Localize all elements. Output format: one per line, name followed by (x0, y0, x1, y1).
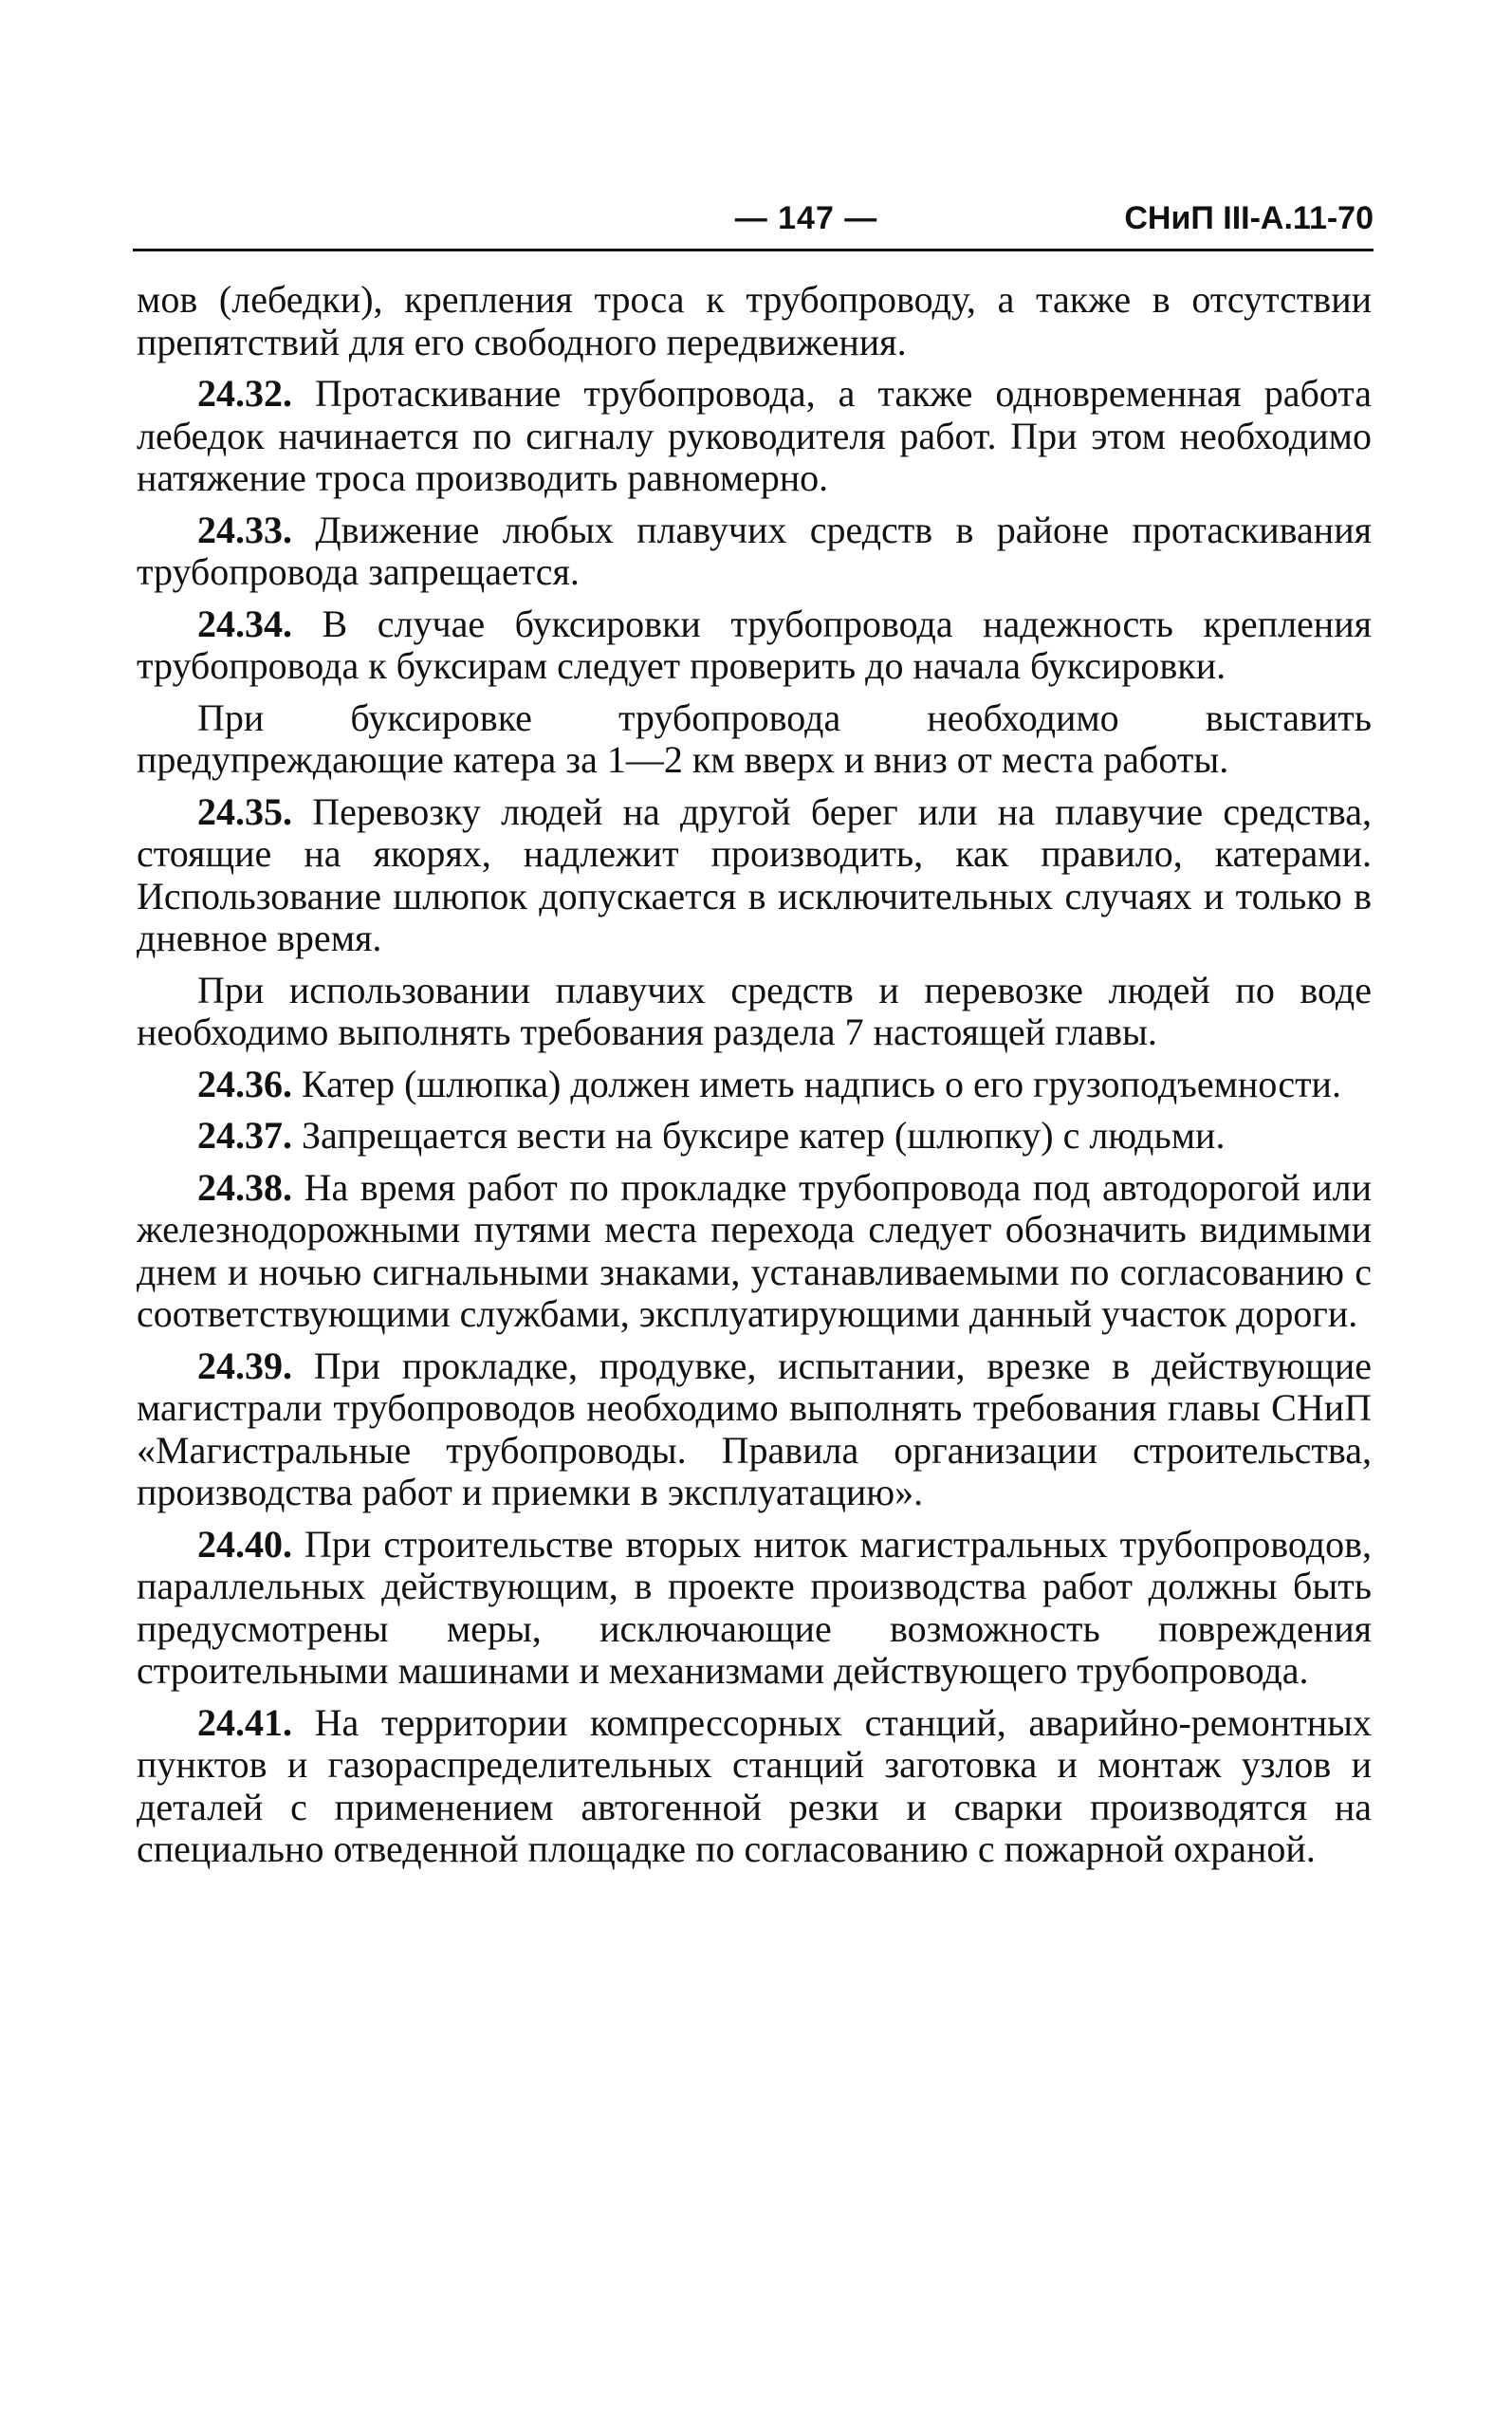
paragraph (137, 1524, 1372, 1693)
paragraph-text: Запрещается вести на буксире катер (шлюпку) с людьми. (292, 1114, 1226, 1157)
paragraph-text: На территории компрессорных станций, аварийно-ремонтных пунктов и газораспределительных станций заготовка и монтаж узлов и деталей с применением автогенной резки и сварки производятся на специально отведенной площадке по согласованию с пожарной охраной. (137, 1700, 1372, 1870)
clause-number: 24.33. (197, 508, 292, 551)
paragraph-text: Катер (шлюпка) должен иметь надпись о его грузоподъемности. (292, 1062, 1341, 1105)
clause-number: 24.37. (197, 1114, 292, 1157)
clause-number: 24.35. (197, 789, 292, 833)
clause-number: 24.36. (197, 1062, 292, 1105)
paragraph (137, 1345, 1372, 1514)
paragraph (137, 373, 1372, 500)
paragraph (137, 1064, 1372, 1106)
paragraph (137, 1702, 1372, 1871)
paragraph (137, 1167, 1372, 1336)
paragraph (137, 1115, 1372, 1158)
paragraph-text: В случае буксировки трубопровода надежность крепления трубопровода к буксирам следует проверить до начала буксировки. (137, 602, 1372, 687)
header-rule (133, 249, 1374, 251)
paragraph-text: Движение любых плавучих средств в районе протаскивания трубопровода запрещается. (137, 508, 1372, 593)
clause-number: 24.39. (197, 1344, 292, 1387)
paragraph-text: При использовании плавучих средств и перевозке людей по воде необходимо выполнять требования раздела 7 настоящей главы. (137, 968, 1372, 1053)
paragraph (137, 791, 1372, 960)
paragraph (137, 279, 1372, 363)
document-code: СНиП III-А.11-70 (1124, 200, 1374, 236)
clause-number: 24.40. (197, 1522, 292, 1566)
paragraph (137, 510, 1372, 594)
paragraph-text: мов (лебедки), крепления троса к трубопроводу, а также в отсутствии препятствий для его свободного передвижения. (137, 278, 1372, 363)
clause-number: 24.32. (197, 372, 292, 415)
document-body (137, 279, 1372, 1881)
page-number: — 147 — (734, 200, 878, 236)
paragraph-text: Протаскивание трубопровода, а также одновременная работа лебедок начинается по сигналу руководителя работ. При этом необходимо натяжение троса производить равномерно. (137, 372, 1372, 499)
paragraph (137, 603, 1372, 688)
clause-number: 24.38. (197, 1165, 292, 1209)
paragraph (137, 970, 1372, 1054)
clause-number: 24.41. (197, 1700, 292, 1744)
clause-number: 24.34. (197, 602, 292, 645)
paragraph-text: При прокладке, продувке, испытании, врезке в действующие магистрали трубопроводов необходимо выполнять требования главы СНиП «Магистральные трубопроводы. Правила организации строительства, производства работ и приемки в эксплуатацию». (137, 1344, 1372, 1513)
paragraph-text: Перевозку людей на другой берег или на плавучие средства, стоящие на якорях, надлежит производить, как правило, катерами. Использование шлюпок допускается в исключительных случаях и только в дневное время. (137, 789, 1372, 959)
paragraph-text: На время работ по прокладке трубопровода под автодорогой или железнодорожными путями места перехода следует обозначить видимыми днем и ночью сигнальными знаками, устанавливаемыми по согласованию с соответствующими службами, эксплуатирующими данный участок дороги. (137, 1165, 1372, 1335)
paragraph-text: При буксировке трубопровода необходимо выставить предупреждающие катера за 1—2 км вверх и вниз от места работы. (137, 695, 1372, 781)
page-header (133, 197, 1374, 250)
paragraph (137, 697, 1372, 782)
paragraph-text: При строительстве вторых ниток магистральных трубопроводов, параллельных действующим, в проекте производства работ должны быть предусмотрены меры, исключающие возможность повреждения строительными машинами и механизмами действующего трубопровода. (137, 1522, 1372, 1692)
